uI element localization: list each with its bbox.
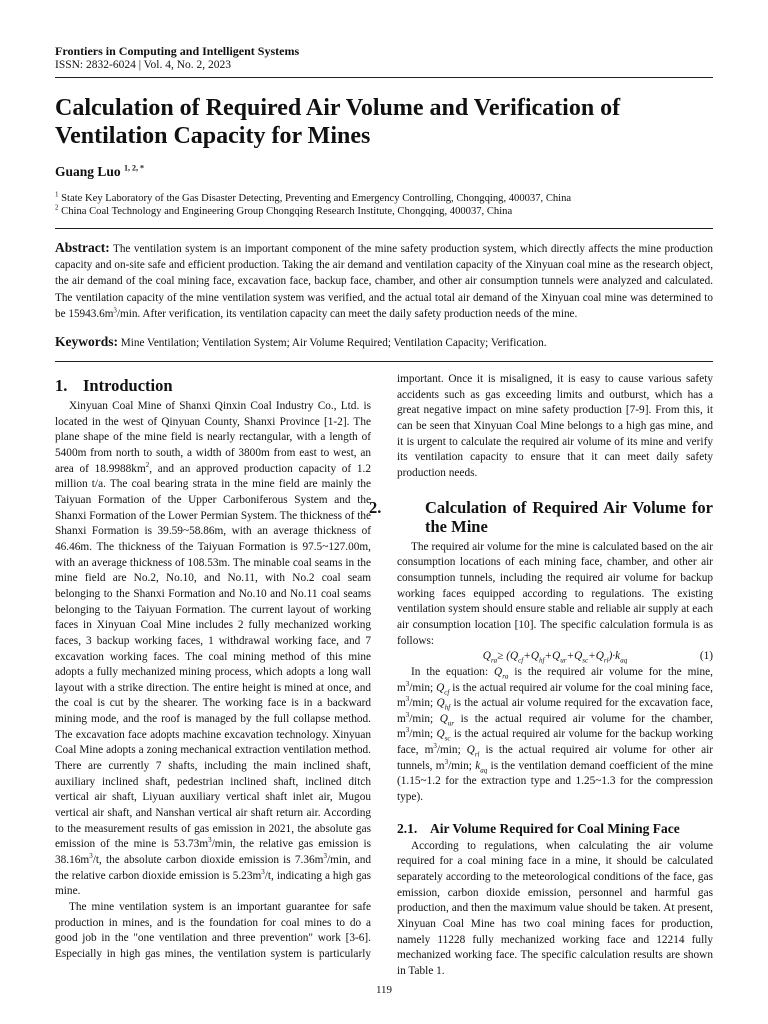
section-number: 1. bbox=[55, 376, 68, 395]
superscript: 3 bbox=[405, 726, 410, 735]
equation-1 bbox=[397, 649, 713, 665]
superscript: 3 bbox=[433, 742, 437, 751]
right-column bbox=[369, 372, 713, 980]
paragraph-continuation: important. Once it is misaligned, it is easy to cause various safety accidents such as gas exceeding limits and outburst, which has a great negative impact on mine safety production [7-9]. From this, it can be seen that Xinyuan Coal Mine belongs to a high gas mine, and it is urgent to calculate the required air volume of its mine and verify its ventilation capacity to ensure that it can meet daily safety production needs. bbox=[397, 373, 713, 479]
journal-name: Frontiers in Computing and Intelligent Systems bbox=[55, 44, 300, 58]
paragraph: According to regulations, when calculating the air volume required for a coal mining face in a mine, it should be calculated separately according to the meteorological conditions of the face, gas emission, carbon dioxide emission, personnel and harmful gas production, and then the maximum value should be taken. At present, Xinyuan Coal Mine has two coal mining faces for production, namely 11228 fully mechanized working face and 12214 fully mechanized working face. The specific calculation results are shown in Table 1. bbox=[397, 839, 713, 977]
keywords bbox=[55, 334, 713, 350]
section-title: Introduction bbox=[83, 376, 173, 395]
subsection-number: 2.1. bbox=[397, 820, 418, 836]
section-heading-introduction bbox=[55, 376, 371, 395]
math-symbol: k bbox=[475, 759, 481, 772]
section-number: 2. bbox=[369, 497, 382, 517]
affiliation-text: China Coal Technology and Engineering Group Chongqing Research Institute, Chongqing, 400037, China bbox=[61, 206, 513, 217]
subscript: rl bbox=[603, 656, 609, 665]
math-symbol: Q bbox=[439, 712, 448, 725]
keywords-text: Mine Ventilation; Ventilation System; Air Volume Required; Ventilation Capacity; Verification. bbox=[118, 337, 547, 349]
subscript: sc bbox=[444, 734, 451, 743]
math-symbol: Q bbox=[436, 697, 445, 710]
subscript: ra bbox=[502, 672, 509, 681]
math-symbol: Q bbox=[466, 744, 475, 757]
affiliation-1 bbox=[55, 190, 572, 204]
abstract-rule bbox=[55, 361, 713, 362]
paragraph: In the equation: $Q_{ra}$ is the required air volume for the mine, $m^3/\min$; $Q_{cf}$ is the actual required air volume for the coal mining face, $m^3/\min$; $Q_{hf}$ is the actual air volume required for the excavation face, $m^3/\min$; $Q_{ur}$ is the actual required air volume for the chamber, $m^3/\min$; $Q_{sc}$ is the actual required air volume for the backup working face, $m^3/\min$; $Q_{rl}$ is the actual required air volume for other air tunnels, $m^3/\min$; $k_{aq}$ is the ventilation demand coefficient of the mine (1.15~1.2 for the extraction type and 1.25~1.3 for the compression type). bbox=[397, 665, 713, 804]
affiliation-mark: 2 bbox=[55, 203, 59, 212]
abstract-label: Abstract: bbox=[55, 240, 110, 255]
subscript: ur bbox=[447, 719, 455, 728]
superscript: 3 bbox=[89, 852, 93, 861]
paragraph: The mine ventilation system is an important guarantee for safe production in mines, and is the foundation for coal mines to do a good job in the "one ventilation and three prevention" work [3-6]. Especially in high gas mines, the ventilation system is particularly bbox=[55, 901, 371, 960]
superscript: 2 bbox=[145, 460, 150, 469]
journal-issn: ISSN: 2832-6024 | Vol. 4, No. 2, 2023 bbox=[55, 59, 231, 71]
subscript: cf bbox=[444, 687, 450, 696]
subscript: ra bbox=[490, 656, 498, 665]
section-heading-calculation bbox=[369, 497, 713, 536]
section-title: Calculation of Required Air Volume for the Mine bbox=[425, 497, 713, 536]
author bbox=[55, 164, 144, 180]
page-number: 119 bbox=[375, 984, 393, 996]
math-symbol: Q bbox=[436, 728, 445, 741]
equation-number: (1) bbox=[699, 650, 713, 663]
header-rule bbox=[55, 77, 713, 78]
superscript: 3 bbox=[261, 867, 265, 876]
author-marks: 1, 2, * bbox=[124, 163, 145, 173]
subscript: sc bbox=[582, 656, 589, 665]
subscript: ur bbox=[560, 656, 567, 665]
affiliation-2 bbox=[55, 203, 513, 217]
author-name: Guang Luo bbox=[55, 164, 121, 179]
subscript: hf bbox=[444, 703, 451, 712]
subscript: cf bbox=[518, 656, 524, 665]
affiliation-rule bbox=[55, 228, 713, 229]
subscript: aq bbox=[480, 766, 488, 775]
paragraph: Xinyuan Coal Mine of Shanxi Qinxin Coal Industry Co., Ltd. is located in the west of Qinyuan County, Shanxi Province [1-2]. The plane shape of the mine field is nearly rectangular, with a length of 5400m from north to south, a width of 3800m from east to west, an area of $18.9988km^2$, and an approved production capacity of 1.2 million t/a. The coal bearing strata in the mine field are mainly the Taiyuan Formation of the Upper Carboniferous System and the Shanxi Formation of the Lower Permian System. The thickness of the Shanxi Formation is 39.59~58.86m, with an average thickness of 46.46m. The thickness of the Taiyuan Formation is 97.5~127.00m, with an average thickness of 108.53m. The minable coal seams in the mine field are No.2, No.10, and No.11, with No.2 coal seam belonging to the Shanxi Formation and No.10 and No.11 coal seams belonging to the Taiyuan Formation. The current layout of working faces in Xinyuan Coal Mine includes 2 fully mechanized working faces, 3 backup working faces, 1 withdrawal working face, and 7 excavation working faces. The coal mining method of this mine adopts a fully mechanized mining process, which adopts a long wall layout with a strike direction. The entire height is mined at once, and the coal is cut by the shearer. The working face is in a backward mining mode, and the roof is managed by the full collapse method. The excavation face adopts machine excavation technology. Xinyuan Coal Mine adopts a zoning mechanical extraction ventilation method. There are currently 7 shafts, including the main inclined shaft, auxiliary inclined shaft, pedestrian inclined shaft, inclined ditch vertical air shaft, Liyuan auxiliary vertical shaft inlet air, Mugou vertical air shaft, and Nanshan vertical air shaft return air. According to the measurement results of gas emission in 2021, the absolute gas emission of the mine is $53.73m^3/\min$, the relative gas emission is $38.16m^3/t$, the absolute carbon dioxide emission is $7.36m^3/\min$, and the relative carbon dioxide emission is $5.23m^3/t$, indicating a high gas mine. bbox=[55, 400, 372, 898]
superscript: 3 bbox=[444, 758, 449, 767]
affiliation-text: State Key Laboratory of the Gas Disaster Detecting, Preventing and Emergency Controlling, Chongqing, 400037, China bbox=[61, 193, 572, 204]
subscript: rl bbox=[474, 750, 480, 759]
abstract-text: The ventilation system is an important component of the mine safety production system, which directly affects the mine production capacity and on-site safe and efficient production. Taking the air demand and ventilation capacity of the Xinyuan coal mine as the research object, the air demand of the coal mining face, excavation face, backup face, chamber, and other air consumption tunnels were analyzed and calculated. The ventilation capacity of the mine ventilation system was verified, and the actual total air demand of the Xinyuan coal mine was determined to be $15943.6m^3/\min$. After verification, its ventilation capacity can meet the daily safety production needs of the mine. bbox=[55, 243, 713, 320]
superscript: 3 bbox=[323, 852, 327, 861]
subsection-title: Air Volume Required for Coal Mining Face bbox=[430, 820, 680, 836]
abstract bbox=[55, 240, 713, 322]
affiliation-mark: 1 bbox=[55, 190, 59, 199]
paper-title: Calculation of Required Air Volume and Verification of Ventilation Capacity for Mines bbox=[55, 95, 621, 149]
subscript: aq bbox=[620, 656, 628, 665]
equation-body: $Q_{ra}\ge (Q_{cf}+Q_{hf}+Q_{ur}+Q_{sc}+Q_{rl})\cdot k_{aq}$ bbox=[482, 650, 628, 665]
math-symbol: Q bbox=[494, 665, 503, 678]
superscript: 3 bbox=[405, 679, 410, 688]
superscript: 3 bbox=[113, 306, 117, 315]
superscript: 3 bbox=[405, 695, 410, 704]
keywords-label: Keywords: bbox=[55, 334, 118, 349]
subsection-heading-coal-mining-face bbox=[397, 820, 713, 837]
paragraph: The required air volume for the mine is calculated based on the air consumption locations of each mining face, chamber, and other air consumption tunnels, including the required air volume for backup working faces equipped according to regulations. The existing ventilation system should ensure stable and reliable air supply at each air consumption location [10]. The specific calculation formula is as follows: bbox=[397, 540, 713, 647]
superscript: 3 bbox=[208, 836, 212, 845]
math-symbol: Q bbox=[436, 681, 445, 694]
left-column bbox=[55, 376, 371, 963]
subscript: hf bbox=[539, 656, 545, 665]
superscript: 3 bbox=[405, 711, 410, 720]
